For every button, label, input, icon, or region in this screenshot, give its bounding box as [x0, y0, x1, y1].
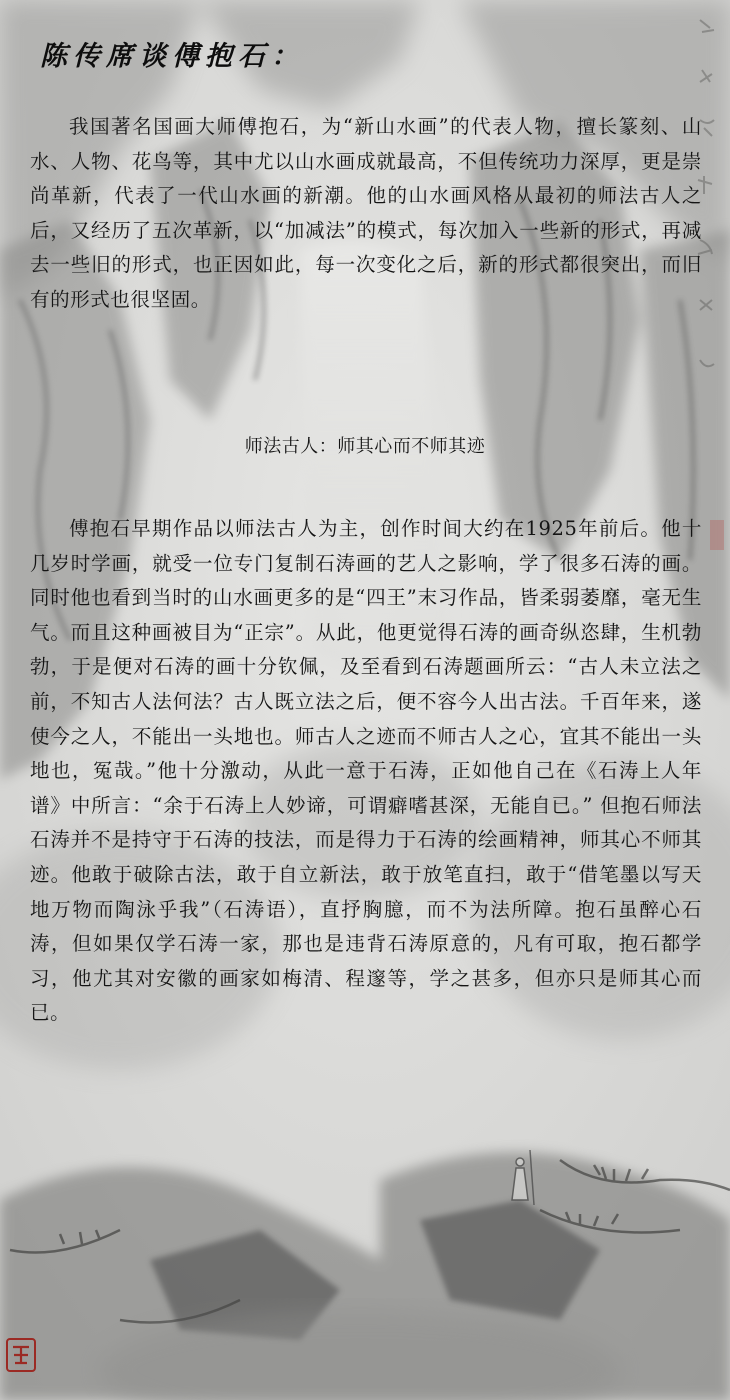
- red-seal-stamp-icon: [6, 1338, 36, 1372]
- page-title: 陈传席谈傅抱石：: [40, 41, 304, 72]
- intro-paragraph: 我国著名国画大师傅抱石，为“新山水画”的代表人物，擅长篆刻、山水、人物、花鸟等，其中尤以山水画成就最高，不但传统功力深厚，更是崇尚革新，代表了一代山水画的新潮。他的山水画风格从最初的师法古人之后，又经历了五次革新，以“加减法”的模式，每次加入一些新的形式，再减去一些旧的形式，也正因如此，每一次变化之后，新的形式都很突出，而旧有的形式也很坚固。: [30, 115, 702, 311]
- body-paragraph: 傅抱石早期作品以师法古人为主，创作时间大约在1925年前后。他十几岁时学画，就受一位专门复制石涛画的艺人之影响，学了很多石涛的画。同时他也看到当时的山水画更多的是“四王”末习作品，皆柔弱萎靡，毫无生气。而且这种画被目为“正宗”。从此，他更觉得石涛的画奇纵恣肆，生机勃勃，于是便对石涛的画十分钦佩，及至看到石涛题画所云：“古人未立法之前，不知古人法何法？古人既立法之后，便不容今人出古法。千百年来，遂使今之人，不能出一头地也。师古人之迹而不师古人之心，宜其不能出一头地也，冤哉。”他十分激动，从此一意于石涛，正如他自己在《石涛上人年谱》中所言：“余于石涛上人妙谛，可谓癖嗜甚深，无能自已。” 但抱石师法石涛并不是持守于石涛的技法，而是得力于石涛的绘画精神，师其心不师其迹。他敢于破除古法，敢于自立新法，敢于放笔直扫，敢于“借笔墨以写天地万物而陶泳乎我”（石涛语），直抒胸臆，而不为法所障。抱石虽醉心石涛，但如果仅学石涛一家，那也是违背石涛原意的，凡有可取，抱石都学习，他尤其对安徽的画家如梅清、程邃等，学之甚多，但亦只是师其心而已。: [30, 517, 702, 1025]
- section-heading: 师法古人：师其心而不师其迹: [244, 436, 486, 457]
